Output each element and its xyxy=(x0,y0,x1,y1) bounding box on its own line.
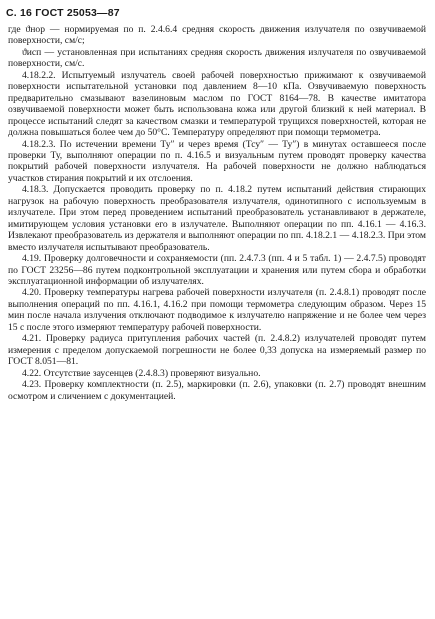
clause-4-18-2-3: 4.18.2.3. По истечении времени Ту″ и через время (Тсу″ — Ту″) в минутах оставшееся после проверки Ту, выполняют операции по п. 4.16.5 и визуальным путем проводят проверку качества покрытий рабочей поверхности излучателя. На рабочей поверхности не должно наблюдаться участков стирания покрытий и их отслоения. xyxy=(8,138,426,184)
definition-paragraph-nominal-speed: где ϑнор — нормируемая по п. 2.4.6.4 средняя скорость движения излучателя по озвучиваемой поверхности, см/с; xyxy=(8,24,426,47)
clause-4-23: 4.23. Проверку комплектности (п. 2.5), маркировки (п. 2.6), упаковки (п. 2.7) проводят внешним осмотром и сличением с документацией. xyxy=(8,379,426,402)
document-body xyxy=(8,24,426,402)
page-header: С. 16 ГОСТ 25053—87 xyxy=(6,7,120,19)
definition-paragraph-test-speed: ϑисп — установленная при испытаниях средняя скорость движения излучателя по озвучиваемой поверхности, см/с. xyxy=(8,46,426,70)
clause-4-18-3: 4.18.3. Допускается проводить проверку по п. 4.18.2 путем испытаний действия стирающих нагрузок на рабочую поверхность преобразователя излучателя, одинотипного с используемым в излучателе. При этом перед проведением испытаний преобразователь устанавливают в держателе, имитирующем условия установки его в излучателе. Выполняют операции по пп. 4.16.1 — 4.16.3. Извлекают преобразователь из держателя и выполняют операции по пп. 4.18.2.1 — 4.18.2.3. При этом вместо излучателя испытывают преобразователь. xyxy=(8,184,426,253)
clause-4-19: 4.19. Проверку долговечности и сохраняемости (пп. 2.4.7.3 (пп. 4 и 5 табл. 1) — 2.4.7.5) проводят по ГОСТ 23256—86 путем подконтрольной эксплуатации и хранения или путем сбора и обработки эксплуатационной информации об излучателях. xyxy=(8,253,426,287)
clause-4-21: 4.21. Проверку радиуса притупления рабочих частей (п. 2.4.8.2) излучателей проводят путем измерения с пределом допускаемой погрешности не более 0,33 допуска на измеряемый размер по ГОСТ 8.051—81. xyxy=(8,333,426,368)
clause-4-18-2-2: 4.18.2.2. Испытуемый излучатель своей рабочей поверхностью прижимают к озвучиваемой поверхности испытательной установки под давлением 8—10 кПа. Озвучиваемую поверхность предварительно смазывают вазелиновым маслом по ГОСТ 8164—78. В качестве имитатора озвучиваемой поверхности может быть использована кожа или другой близкий к ней материал. В процессе испытаний следят за качеством смазки и температурой трущихся поверхностей, которая не должна повышаться более чем до 50°С. Температуру определяют при помощи термометра. xyxy=(8,69,426,139)
clause-4-20: 4.20. Проверку температуры нагрева рабочей поверхности излучателя (п. 2.4.8.1) проводят после выполнения операций по пп. 4.16.1, 4.16.2 при помощи термометра следующим образом. Через 15 мин после начала излучения отключают подводимое к излучателю напряжение и не более чем через 15 с после этого измеряют температуру рабочей поверхности. xyxy=(8,287,426,333)
clause-4-22: 4.22. Отсутствие заусенцев (2.4.8.3) проверяют визуально. xyxy=(22,367,261,379)
